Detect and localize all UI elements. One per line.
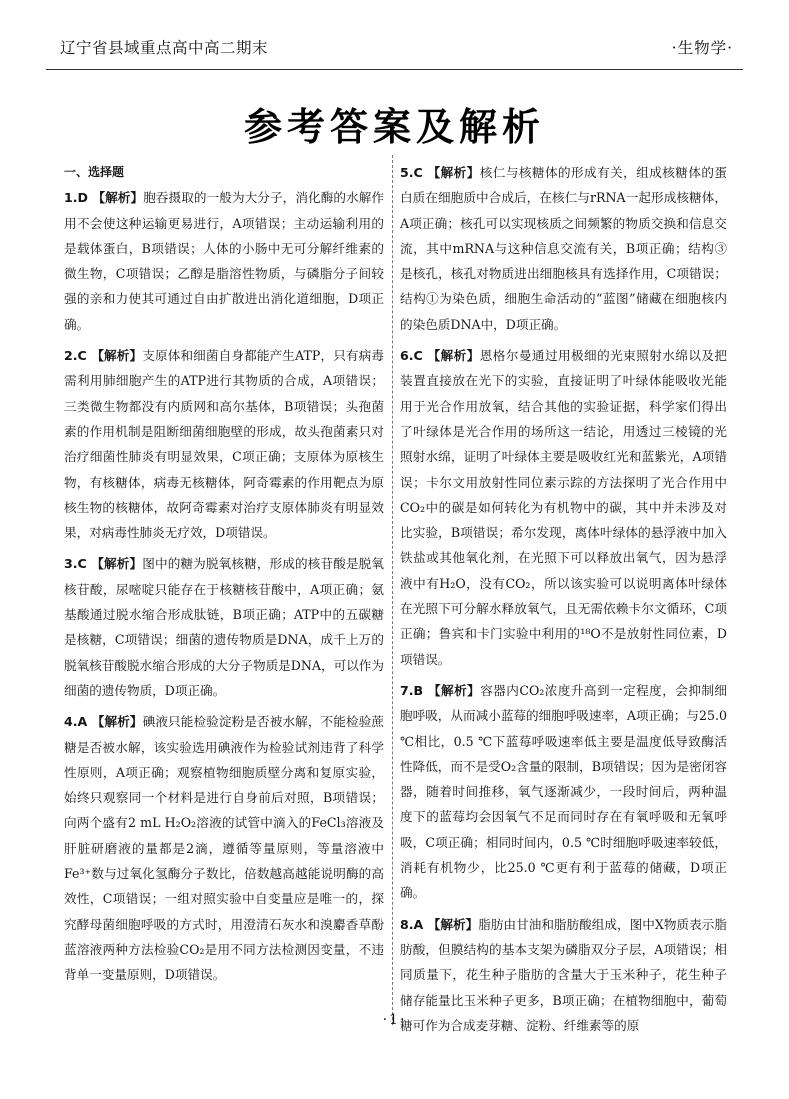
answer-text: 支原体和细菌自身都能产生ATP，只有病毒需利用肺细胞产生的ATP进行其物质的合成，A项错误；三类微生物都没有内质网和高尔基体，B项错误；头孢菌素的作用机制是阻断细菌细胞壁的形成，故头孢菌素只对治疗细菌性肺炎有明显效果，C项正确；支原体为原核生物，有核糖体，病毒无核糖体，阿奇霉素的作用靶点为原核生物的核糖体，故阿奇霉素对治疗支原体肺炎有明显效果，对病毒性肺炎无疗效，D项错误。: [64, 348, 384, 541]
right-column: [400, 160, 727, 1044]
page-title: 参考答案及解析: [243, 105, 545, 149]
answer-head: 5.C 【解析】: [400, 165, 480, 180]
answer-text: 恩格尔曼通过用极细的光束照射水绵以及把装置直接放在光下的实验，直接证明了叶绿体能吸收光能用于光合作用放氧，结合其他的实验证据，科学家们得出了叶绿体是光合作用的场所这一结论，用透过三棱镜的光照射水绵，证明了叶绿体主要是吸收红光和蓝紫光，A项错误；卡尔文用放射性同位素示踪的方法探明了光合作用中CO₂中的碳是如何转化为有机物中的碳，其中并未涉及对比实验，B项错误；希尔发现，离体叶绿体的悬浮液中加入铁盐或其他氧化剂，在光照下可以释放出氧气，因为悬浮液中有H₂O，没有CO₂，所以该实验可以说明离体叶绿体在光照下可分解水释放氧气，且无需依赖卡尔文循环，C项正确；鲁宾和卡门实验中利用的¹⁸O不是放射性同位素，D项错误。: [400, 348, 727, 667]
answer-head: 1.D 【解析】: [64, 190, 144, 206]
column-divider: [392, 155, 393, 1025]
answer-head: 2.C 【解析】: [64, 348, 143, 364]
answer-head: 7.B 【解析】: [400, 682, 481, 698]
answer-head: 8.A 【解析】: [400, 916, 479, 932]
answer-text: 容器内CO₂浓度升高到一定程度，会抑制细胞呼吸，从而减小蓝莓的细胞呼吸速率，A项正确；与25.0 ℃相比，0.5 ℃下蓝莓呼吸速率低主要是温度低导致酶活性降低，而不是受O₂含量的限制，B项错误；因为是密闭容器，随着时间推移，氧气逐渐减少，一段时间后，两种温度下的蓝莓均会因氧气不足而同时存在有氧呼吸和无氧呼吸，C项正确；相同时间内，0.5 ℃时细胞呼吸速率较低，消耗有机物少，比25.0 ℃更有利于蓝莓的储藏，D项正确。: [400, 682, 728, 901]
answer-head: 3.C 【解析】: [64, 556, 143, 572]
left-column: [64, 160, 384, 994]
page-header: [46, 20, 743, 70]
header-subject: ·生物学·: [671, 39, 733, 57]
answer-item: [64, 343, 384, 545]
answer-text: 脂肪由甘油和脂肪酸组成，图中X物质表示脂肪酸，但膜结构的基本支架为磷脂双分子层，A项错误；相同质量下，花生种子脂肪的含量大于玉米种子，花生种子储存能量比玉米种子更多，B项正确；在植物细胞中，葡萄糖可作为合成麦芽糖、淀粉、纤维素等的原: [400, 916, 727, 1033]
answer-item: [64, 709, 384, 987]
answer-text: 图中的糖为脱氧核糖，形成的核苷酸是脱氧核苷酸，尿嘧啶只能存在于核糖核苷酸中，A项正确；氨基酸通过脱水缩合形成肽链，B项正确；ATP中的五碳糖是核糖，C项错误；细菌的遗传物质是DNA，成千上万的脱氧核苷酸脱水缩合形成的大分子物质是DNA，可以作为细菌的遗传物质，D项正确。: [64, 556, 385, 698]
answer-text: 碘液只能检验淀粉是否被水解，不能检验蔗糖是否被水解，该实验选用碘液作为检验试剂违背了科学性原则，A项正确；观察植物细胞质壁分离和复原实验，始终只观察同一个材料是进行自身前后对照，B项错误；向两个盛有2 mL H₂O₂溶液的试管中滴入的FeCl₃溶液及肝脏研磨液的量都是2滴，遵循等量原则，等量溶液中Fe³⁺数与过氧化氢酶分子数比，倍数越高越能说明酶的高效性，C项错误；一组对照实验中自变量应是唯一的，探究酵母菌细胞呼吸的方式时，用澄清石灰水和溴麝香草酚蓝溶液两种方法检验CO₂是用不同方法检测因变量，不违背单一变量原则，D项错误。: [64, 714, 385, 983]
page-number: ·1·: [382, 1012, 407, 1028]
section-heading: 一、选择题: [64, 165, 125, 179]
answer-text: 胞吞摄取的一般为大分子，消化酶的水解作用不会使这种运输更易进行，A项错误；主动运输利用的是载体蛋白，B项错误；人体的小肠中无可分解纤维素的微生物，C项错误；乙醇是脂溶性物质，与磷脂分子间较强的亲和力使其可通过自由扩散进出消化道细胞，D项正确。: [64, 190, 384, 332]
answer-item: [400, 160, 727, 337]
answer-item: [400, 343, 727, 672]
header-exam-name: 辽宁省县域重点高中高二期末: [60, 39, 269, 57]
answer-text: 核仁与核糖体的形成有关，组成核糖体的蛋白质在细胞质中合成后，在核仁与rRNA一起形成核糖体，A项正确；核孔可以实现核质之间频繁的物质交换和信息交流，其中mRNA与这种信息交流有关，B项正确；结构③是核孔，核孔对物质进出细胞核具有选择作用，C项错误；结构①为染色质，细胞生命活动的“蓝图”储藏在细胞核内的染色质DNA中，D项正确。: [400, 165, 727, 332]
answer-item: [64, 551, 384, 703]
answer-item: [400, 678, 727, 906]
answer-head: 4.A 【解析】: [64, 714, 143, 730]
answer-head: 6.C 【解析】: [400, 348, 480, 364]
answer-item: [64, 185, 384, 337]
